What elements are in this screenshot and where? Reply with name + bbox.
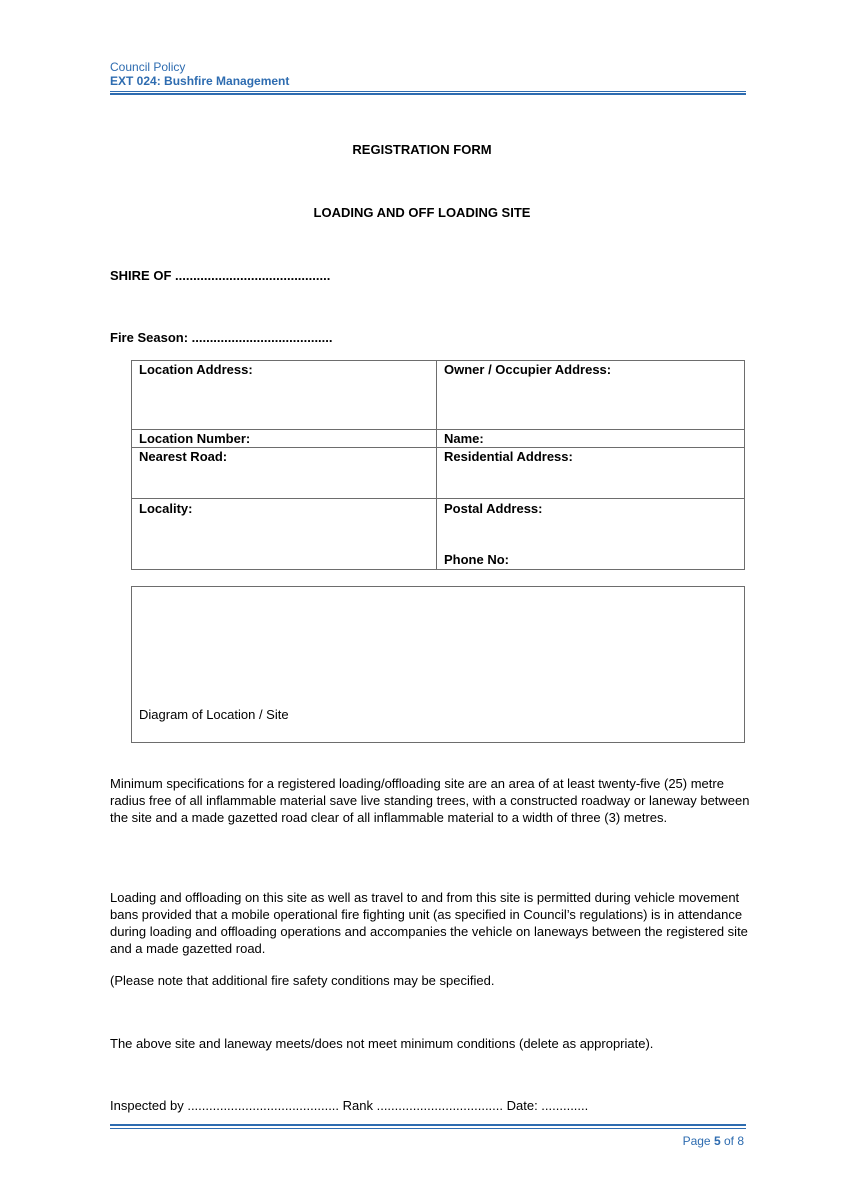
specifications-paragraph: Minimum specifications for a registered loading/offloading site are an area of at least twenty-five (25) metre radius free of all inflammable material save live standing trees, with a constructed roadway or laneway between the site and a made gazetted road clear of all inflammable material to a width of three (3) metres.: [110, 776, 750, 825]
footer-rule-thick: [110, 1124, 746, 1126]
location-number-label: Location Number:: [139, 431, 251, 446]
page-current: 5: [713, 1134, 721, 1148]
inspected-by-line: Inspected by .......................................... Rank ................................... Date: .............: [110, 1098, 589, 1113]
footer-rule-thin: [110, 1128, 746, 1129]
diagram-label: Diagram of Location / Site: [139, 707, 289, 722]
page-number: [683, 1134, 744, 1148]
location-address-label: Location Address:: [139, 362, 253, 377]
postal-address-label: Postal Address:: [444, 501, 543, 516]
safety-note: (Please note that additional fire safety conditions may be specified.: [110, 973, 495, 988]
page-prefix: Page: [682, 1134, 711, 1148]
details-table-border: [131, 360, 745, 570]
fire-season-line: Fire Season: .......................................: [110, 330, 333, 345]
page-of: of 8: [723, 1134, 744, 1148]
details-table-divider-v: [436, 360, 437, 570]
conditions-statement: The above site and laneway meets/does not meet minimum conditions (delete as appropriate).: [110, 1036, 654, 1051]
locality-label: Locality:: [139, 501, 193, 516]
residential-address-label: Residential Address:: [444, 449, 573, 464]
nearest-road-label: Nearest Road:: [139, 449, 228, 464]
header-policy-label: Council Policy: [110, 60, 186, 74]
header-policy-title: EXT 024: Bushfire Management: [110, 74, 290, 88]
movement-bans-paragraph: Loading and offloading on this site as well as travel to and from this site is permitted during vehicle movement bans provided that a mobile operational fire fighting unit (as specified in Council’s regulations) is in attendance during loading and offloading operations and accompanies the vehicle on laneways between the registered site and a made gazetted road.: [110, 890, 748, 956]
details-table-divider-h2: [131, 447, 745, 448]
name-label: Name:: [444, 431, 484, 446]
form-subtitle: LOADING AND OFF LOADING SITE: [313, 205, 531, 220]
header-rule-thick: [110, 93, 746, 95]
form-title: REGISTRATION FORM: [352, 142, 492, 157]
shire-line: SHIRE OF ...........................................: [110, 268, 331, 283]
header-rule-thin: [110, 91, 746, 92]
details-table-divider-h1: [131, 429, 745, 430]
phone-no-label: Phone No:: [444, 552, 509, 567]
details-table-divider-h3: [131, 498, 745, 499]
owner-address-label: Owner / Occupier Address:: [444, 362, 612, 377]
